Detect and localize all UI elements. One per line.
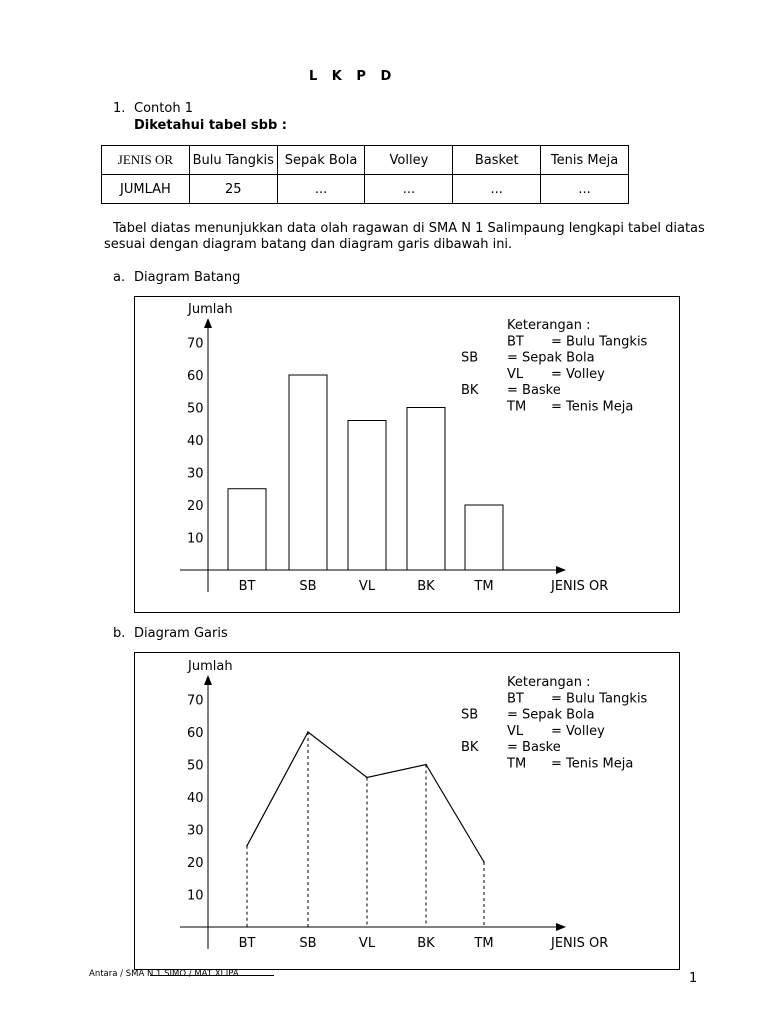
y-tick-label: 70 — [187, 693, 204, 709]
legend-meaning: = Tenis Meja — [551, 756, 634, 772]
legend-code: BT — [507, 691, 524, 707]
series-line — [247, 732, 484, 862]
footer-rule — [150, 975, 274, 976]
table-header-cell: Volley — [365, 146, 453, 175]
x-tick-label: SB — [299, 579, 317, 594]
page-title: L K P D — [309, 69, 397, 84]
y-tick-label: 10 — [187, 531, 204, 547]
x-axis-arrow — [556, 566, 566, 574]
legend-code: SB — [461, 350, 479, 366]
y-axis-arrow — [204, 675, 212, 685]
x-tick-label: BT — [238, 936, 256, 951]
x-axis-arrow — [556, 923, 566, 931]
legend-meaning: = Sepak Bola — [507, 707, 595, 723]
table-cell: ... — [277, 175, 365, 204]
x-tick-label: VL — [358, 579, 376, 594]
bar — [289, 375, 327, 570]
table-header-cell: Basket — [453, 146, 541, 175]
x-tick-label: BK — [417, 579, 435, 594]
y-tick-label: 60 — [187, 369, 204, 384]
bar-chart — [180, 302, 648, 594]
legend-code: BK — [461, 383, 479, 399]
table-header-cell: Bulu Tangkis — [189, 146, 277, 175]
y-tick-label: 30 — [187, 823, 204, 839]
legend-meaning: = Baske — [507, 383, 561, 399]
table-cell: JUMLAH — [102, 175, 190, 204]
data-point — [483, 861, 485, 863]
section-b-marker: b. — [113, 626, 126, 641]
legend-meaning: = Baske — [507, 740, 561, 756]
bar — [407, 408, 445, 571]
data-point — [366, 777, 368, 779]
legend-code: TM — [507, 399, 527, 415]
legend-code: SB — [461, 707, 479, 723]
page-number: 1 — [689, 971, 698, 986]
x-tick-label: TM — [474, 579, 494, 594]
table-header-cell: JENIS OR — [102, 146, 190, 175]
item-number: 1. — [113, 101, 126, 116]
legend-code: BT — [507, 334, 524, 350]
legend-code: BK — [461, 740, 479, 756]
y-tick-label: 50 — [187, 758, 204, 774]
data-point — [307, 731, 309, 733]
legend-meaning: = Bulu Tangkis — [551, 334, 648, 350]
y-tick-label: 40 — [187, 791, 204, 806]
y-tick-label: 30 — [187, 466, 204, 482]
table-header-cell: Sepak Bola — [277, 146, 365, 175]
y-tick-label: 50 — [187, 401, 204, 417]
x-tick-label: TM — [474, 936, 494, 951]
legend-title: Keterangan : — [507, 675, 591, 690]
section-a-label: Diagram Batang — [134, 270, 241, 285]
y-axis-title: Jumlah — [188, 659, 233, 674]
y-tick-label: 40 — [187, 434, 204, 449]
y-axis-arrow — [204, 318, 212, 328]
legend-code: VL — [507, 723, 524, 739]
x-tick-label: VL — [358, 936, 376, 951]
x-axis-title: JENIS OR — [551, 579, 609, 594]
subheading: Diketahui tabel sbb : — [134, 118, 288, 133]
footer-left: Antara / SMA N 1 SIMO / MAT XI IPA — [89, 969, 239, 979]
y-tick-label: 20 — [187, 499, 204, 514]
bar — [465, 505, 503, 570]
x-axis-title: JENIS OR — [551, 936, 609, 951]
x-tick-label: BK — [417, 936, 435, 951]
y-axis-title: Jumlah — [188, 302, 233, 317]
table-header-cell: Tenis Meja — [541, 146, 629, 175]
x-tick-label: SB — [299, 936, 317, 951]
bar — [348, 421, 386, 571]
table-cell: ... — [453, 175, 541, 204]
legend-code: TM — [507, 756, 527, 772]
legend-code: VL — [507, 366, 524, 382]
item-label: Contoh 1 — [134, 101, 193, 116]
section-a-marker: a. — [113, 270, 126, 285]
paragraph-line: Tabel diatas menunjukkan data olah ragawan di SMA N 1 Salimpaung lengkapi tabel diatas — [113, 221, 705, 236]
data-point — [246, 845, 248, 847]
legend-meaning: = Bulu Tangkis — [551, 691, 648, 707]
y-tick-label: 10 — [187, 888, 204, 904]
data-point — [425, 764, 427, 766]
y-tick-label: 70 — [187, 336, 204, 352]
table-cell: ... — [365, 175, 453, 204]
table-cell: ... — [541, 175, 629, 204]
paragraph-line: sesuai dengan diagram batang dan diagram garis dibawah ini. — [104, 237, 513, 252]
legend-meaning: = Sepak Bola — [507, 350, 595, 366]
legend-title: Keterangan : — [507, 318, 591, 333]
y-tick-label: 20 — [187, 856, 204, 871]
y-tick-label: 60 — [187, 726, 204, 741]
legend-meaning: = Volley — [551, 723, 605, 739]
table-cell: 25 — [189, 175, 277, 204]
bar — [228, 489, 266, 570]
line-chart — [180, 659, 648, 951]
legend-meaning: = Tenis Meja — [551, 399, 634, 415]
legend-meaning: = Volley — [551, 366, 605, 382]
section-b-label: Diagram Garis — [134, 626, 228, 641]
x-tick-label: BT — [238, 579, 256, 594]
